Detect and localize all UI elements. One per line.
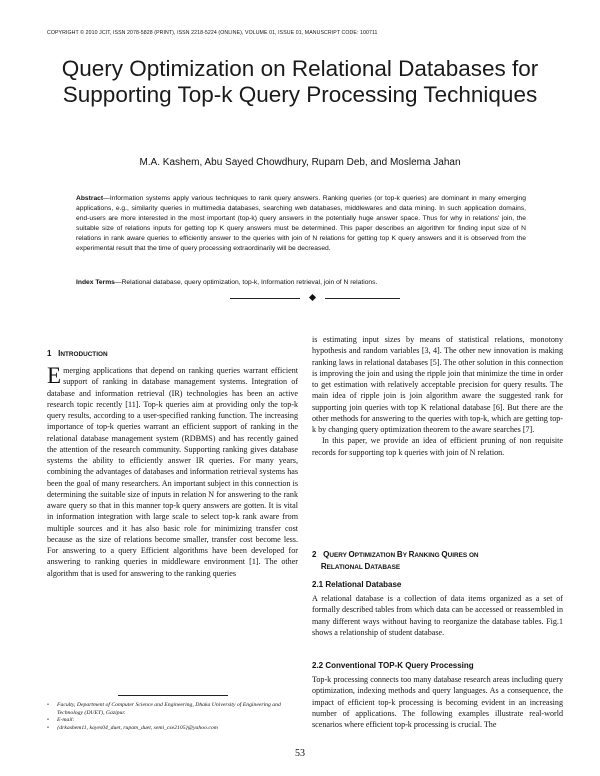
- abstract-lead: Abstract: [76, 195, 104, 202]
- divider-diamond-icon: [309, 294, 316, 301]
- intro-paragraph: [47, 365, 298, 579]
- paper-title: Query Optimization on Relational Databases for Supporting Top-k Query Processing Techniques: [61, 56, 539, 107]
- footnote-item: • {drkashem11, kayes04_duet, rupam_duet, semi_cse2105}@yahoo.com: [47, 724, 218, 731]
- index-terms-text: —Relational database, query optimization, top-k, Information retrieval, join of N relations.: [114, 279, 378, 286]
- divider-rule-left: [230, 298, 300, 299]
- copyright-line: COPYRIGHT © 2010 JCIT, ISSN 2078-5828 (PRINT), ISSN 2218-5224 (ONLINE), VOLUME 01, ISSUE 01, MANUSCRIPT CODE: 100711: [47, 30, 378, 36]
- abstract: [76, 194, 526, 254]
- section-2-title: QUERY OPTIMIZATION BY RANKING QUIRES ON RELATIONAL DATABASE: [320, 550, 479, 571]
- subsection-2-2-text: Top-k processing connects too many database research areas including query optimization, indexing methods and query languages. As a consequence, the impact of efficient top-k processing is becoming evident in an increasing number of applications. The following examples illustrate real-world scenarios where efficient top-k processing is crucial. The: [312, 675, 563, 729]
- section-1-title-rest: NTRODUCTION: [60, 351, 108, 358]
- author-list: M.A. Kashem, Abu Sayed Chowdhury, Rupam Deb, and Moslema Jahan: [139, 157, 461, 168]
- subsection-2-2-heading: 2.2 Conventional TOP-K Query Processing: [312, 661, 474, 670]
- divider-rule-right: [325, 298, 400, 299]
- index-terms: [76, 278, 526, 288]
- section-1-title-initial: I: [58, 349, 61, 358]
- intro-paragraph-text: merging applications that depend on ranking queries warrant efficient support of ranking in database management systems. Integration of database and information retrieval (IR) technologies has been an active research topic recently [11]. Top-k queries aim at providing only the top-k query results, according to a user-specified ranking function. The increasing importance of top-k queries warrant an efficient support of ranking in the relational database management system (RDBMS) and has recently gained the attention of the research community. Supporting ranking gives database systems the ability to efficiently answer IR queries. For many years, combining the advantages of databases and information retrieval systems has been the goal of many researchers. An important subject in this connection is determining the suitable size of inputs in relation N for answering to the rank aware query so that in this manner top-k query answers are gotten. It is vital in information integration with large scale to select top-k rank aware from multiple sources and it has also basic role for minimizing transfer cost because as the size of relations become smaller, transfer cost become less. For answering to a query Efficient algorithms have been developed for answering to ranking queries in middleware environment [1]. The other algorithm that is used for answering to the ranking queries: [47, 366, 298, 578]
- footnotes: [47, 702, 299, 732]
- drop-cap: E: [47, 363, 62, 388]
- section-2-heading: [312, 549, 563, 573]
- intro-paragraph-continued: is estimating input sizes by means of statistical relations, monotony hypothesis and random variables [3, 4]. The other new innovation is making ranking laws in relational databases [5]. The other solution in this connection is improving the join and using the ripple join that minimize the time in order to get estimation with relatively acceptable precision for query results. The main idea of ripple join is join algorithm aware the suggested rank for supporting join queries with top K relational database [6]. But there are the other methods for answering to the queries with top-k, which are getting top-k by changing query optimization theorem to the aware searches [7].: [312, 335, 563, 434]
- footnote-rule: [118, 695, 228, 696]
- page-number: 53: [295, 748, 305, 759]
- subsection-2-1-body: [312, 593, 563, 638]
- footnote-item: • Faculty, Department of Computer Science and Engineering, Dhaka University of Engineering and Technology (DUET), Gazipur.: [47, 702, 281, 716]
- subsection-2-1-text: A relational database is a collection of data items organized as a set of formally described tables from which data can be accessed or reassembled in many different ways without having to reorganize the database tables. Fig.1 shows a relationship of student database.: [312, 594, 563, 637]
- subsection-2-1-heading: 2.1 Relational Database: [312, 580, 402, 589]
- footnote-item: • E-mail:: [47, 717, 75, 724]
- abstract-text: —Information systems apply various techniques to rank query answers. Ranking queries (or top-k queries) are dominant in many emerging applications, e.g., similarity queries in multimedia databases, searching web databases, middlewares and data mining. In such application domains, end-users are more interested in the most important (top-k) query answers in the potentially huge answer space. Thus for why in relations' join, the suitable size of relations inputs for getting top K query answers must be determined. This paper describes an algorithm for finding input size of N relations in rank aware queries to efficiently answer to the queries with join of N relations for getting top K query answers and it is observed from the experimental result that the time of query processing extraordinarily will be decreased.: [76, 195, 526, 252]
- subsection-2-2-body: [312, 674, 563, 730]
- intro-paragraph-2: In this paper, we provide an idea of efficient pruning of non requisite records for supporting top k queries with join of N relation.: [312, 436, 563, 457]
- section-1-heading: [47, 348, 108, 360]
- section-divider: [230, 292, 400, 304]
- section-1-number: 1: [47, 349, 52, 358]
- index-terms-lead: Index Terms: [76, 279, 115, 286]
- left-column: [47, 365, 298, 579]
- section-2-number: 2: [312, 550, 317, 559]
- right-column-top: [312, 334, 563, 458]
